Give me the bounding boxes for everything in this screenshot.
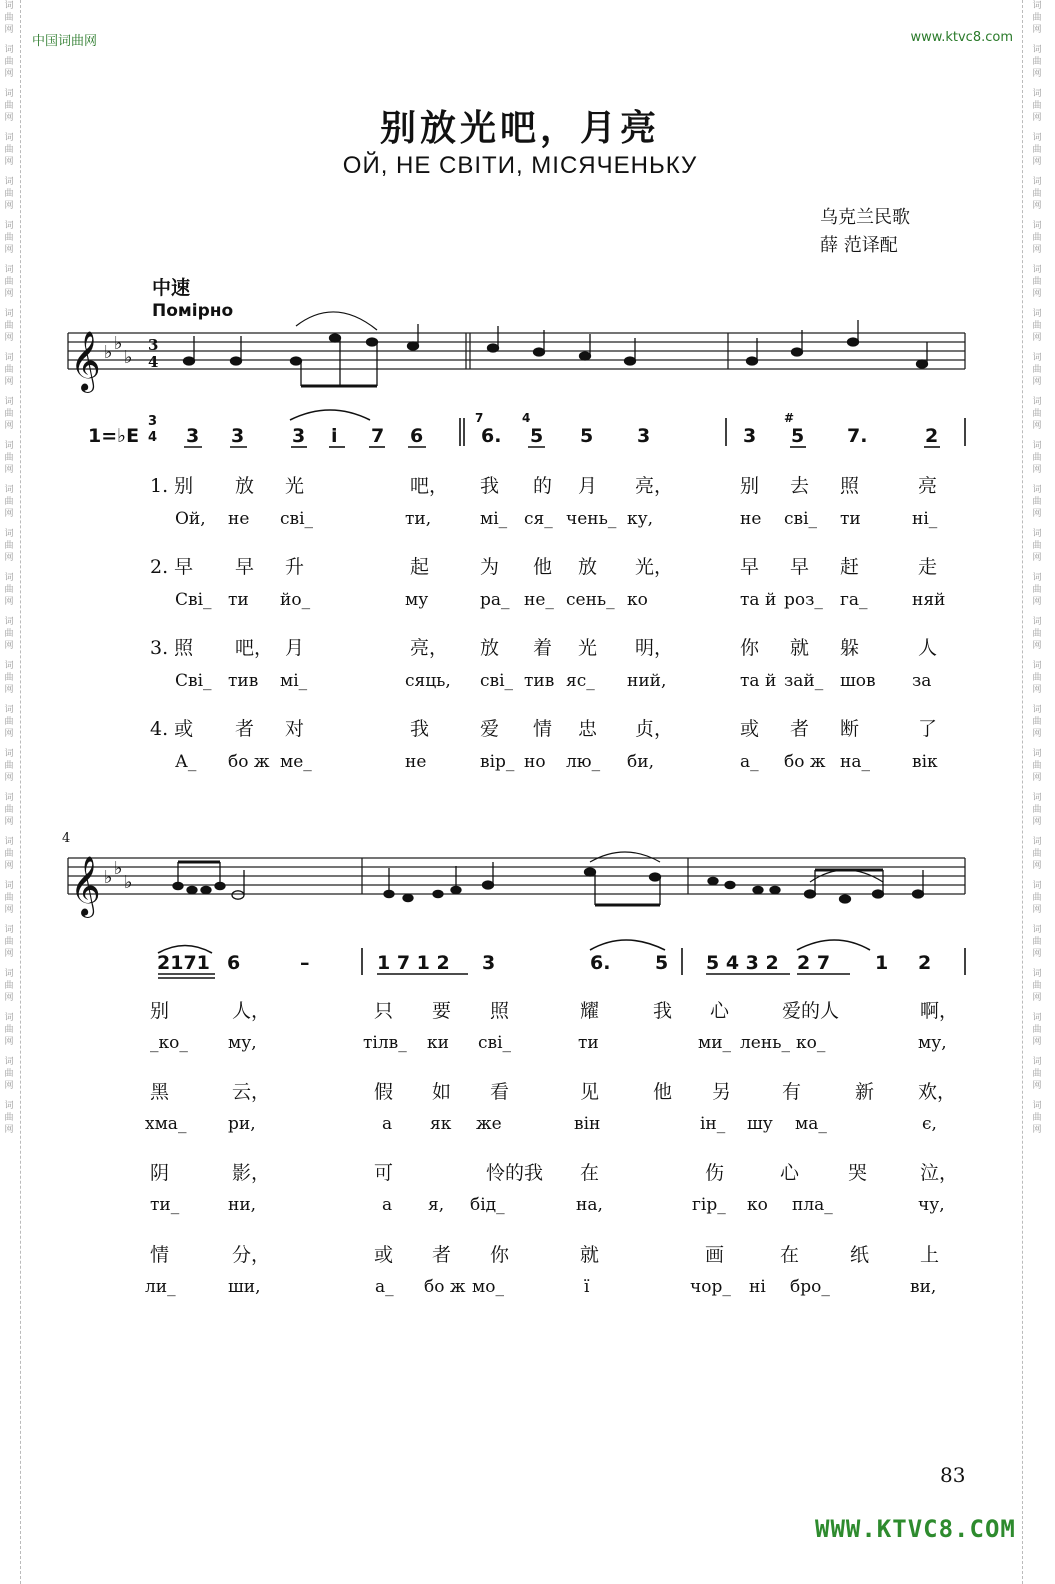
jianpu-note: 2 7 (797, 952, 831, 974)
lyric-ukrainian: сві_ (480, 671, 514, 691)
lyric-chinese: 为 (480, 556, 500, 578)
watermark-text: 词 曲 网 (4, 45, 14, 79)
lyric-ukrainian: сяць, (405, 671, 451, 691)
title-ukrainian: ОЙ, НЕ СВІТИ, МІСЯЧЕНЬКУ (342, 152, 698, 179)
lyric-ukrainian: є, (922, 1114, 937, 1134)
footer-logo[interactable]: WWW.KTVC8.COM (815, 1515, 1016, 1543)
lyric-ukrainian: же (476, 1114, 502, 1134)
jianpu-note: i (331, 425, 338, 447)
lyric-chinese: 4. 或 (150, 718, 194, 740)
jianpu-note: 5 (580, 425, 594, 447)
lyric-ukrainian: Сві_ (175, 671, 212, 691)
lyric-chinese: 他 (653, 1081, 673, 1103)
lyric-chinese: 另 (712, 1081, 732, 1103)
lyric-ukrainian: ме_ (280, 752, 312, 772)
lyric-chinese: 欢， (918, 1081, 957, 1103)
lyric-ukrainian: ра_ (480, 590, 510, 610)
watermark-text: 词 曲 网 (4, 397, 14, 431)
watermark-text: 词 曲 网 (1032, 1057, 1042, 1091)
lyric-ukrainian: бо ж (784, 752, 826, 772)
lyric-ukrainian: ти (840, 509, 861, 529)
lyric-ukrainian: тив (524, 671, 555, 691)
lyric-chinese: 人 (918, 637, 938, 659)
watermark-text: 词 曲 网 (1032, 177, 1042, 211)
jianpu-note: 3 (482, 952, 496, 974)
watermark-text: 词 曲 网 (1032, 749, 1042, 783)
tempo-ukrainian: Помірно (152, 301, 234, 321)
lyric-ukrainian: мі_ (480, 509, 508, 529)
lyric-ukrainian: ри, (228, 1114, 256, 1134)
lyric-chinese: 或 (374, 1244, 394, 1266)
lyric-ukrainian: ли_ (145, 1277, 176, 1297)
lyric-chinese: 去 (790, 475, 810, 497)
lyric-ukrainian: не (228, 509, 250, 529)
lyric-ukrainian: ма_ (795, 1114, 827, 1134)
lyric-chinese: 爱 (480, 718, 500, 740)
svg-text:𝄞: 𝄞 (70, 856, 101, 916)
measure-number: 4 (62, 831, 71, 846)
lyric-chinese: 心 (780, 1162, 800, 1184)
lyric-chinese: 明， (635, 637, 674, 659)
page-number: 83 (940, 1463, 966, 1487)
watermark-text: 词 曲 网 (4, 1013, 14, 1047)
lyric-ukrainian: ти (228, 590, 249, 610)
lyric-chinese: 3. 照 (150, 637, 194, 659)
lyric-ukrainian: мі_ (280, 671, 308, 691)
lyric-ukrainian: сень_ (566, 590, 615, 610)
watermark-text: 词 曲 网 (4, 881, 14, 915)
lyric-chinese: 的 (533, 475, 553, 497)
lyric-ukrainian: А_ (175, 752, 197, 772)
watermark-text: 词 曲 网 (1032, 1, 1042, 35)
lyric-ukrainian: на, (576, 1195, 603, 1215)
lyric-chinese: 起 (410, 556, 430, 578)
lyric-ukrainian: Ой, (175, 509, 206, 529)
watermark-text: 词 曲 网 (4, 177, 14, 211)
jianpu-note: 5 (655, 952, 669, 974)
lyric-ukrainian: сві_ (280, 509, 314, 529)
lyric-ukrainian: ви, (910, 1277, 937, 1297)
lyric-ukrainian: мо_ (472, 1277, 504, 1297)
svg-text:4: 4 (148, 353, 159, 371)
lyric-ukrainian: чор_ (690, 1277, 731, 1297)
watermark-text: 词 曲 网 (4, 793, 14, 827)
svg-text:♭: ♭ (104, 342, 113, 363)
watermark-text: 词 曲 网 (4, 221, 14, 255)
watermark-text: 词 曲 网 (4, 353, 14, 387)
lyric-ukrainian: ї (584, 1277, 590, 1297)
time-signature-top: 3 (148, 414, 158, 429)
lyric-ukrainian: зай_ (784, 671, 824, 691)
lyric-chinese: 早 (235, 556, 255, 578)
lyric-chinese: 升 (285, 556, 305, 578)
lyric-chinese: 者 (432, 1244, 452, 1266)
lyric-chinese: 放 (235, 475, 255, 497)
lyric-chinese: 看 (490, 1081, 510, 1103)
lyric-chinese: 忠 (578, 718, 598, 740)
svg-text:♭: ♭ (114, 858, 123, 879)
lyric-chinese: 你 (490, 1244, 510, 1266)
lyric-chinese: 放 (578, 556, 598, 578)
lyric-chinese: 泣， (920, 1162, 959, 1184)
lyric-ukrainian: ти (578, 1033, 599, 1053)
lyric-chinese: 怜的我 (486, 1162, 544, 1184)
lyric-ukrainian: бо ж (228, 752, 270, 772)
site-url[interactable]: www.ktvc8.com (910, 30, 1013, 45)
jianpu-note: 5 (791, 425, 805, 447)
lyric-chinese: 就 (790, 637, 810, 659)
lyric-ukrainian: няй (912, 590, 946, 610)
watermark-text: 词 曲 网 (1032, 221, 1042, 255)
lyric-chinese: 亮， (635, 475, 674, 497)
watermark-text: 词 曲 网 (4, 485, 14, 519)
lyric-chinese: 月 (578, 475, 598, 497)
watermark-text: 词 曲 网 (1032, 573, 1042, 607)
svg-text:3: 3 (148, 336, 159, 354)
jianpu-note: 5 (530, 425, 544, 447)
jianpu-note: 3 (186, 425, 200, 447)
watermark-text: 词 曲 网 (1032, 309, 1042, 343)
lyric-ukrainian: а (382, 1114, 393, 1134)
lyric-chinese: 可 (374, 1162, 394, 1184)
jianpu-note: 6 (410, 425, 424, 447)
lyric-ukrainian: би, (627, 752, 654, 772)
watermark-text: 词 曲 网 (1032, 397, 1042, 431)
lyric-ukrainian: не (740, 509, 762, 529)
jianpu-note: 6. (590, 952, 611, 974)
watermark-text: 词 曲 网 (1032, 353, 1042, 387)
lyric-ukrainian: ний, (627, 671, 667, 691)
watermark-text: 词 曲 网 (4, 89, 14, 123)
lyric-ukrainian: на_ (840, 752, 870, 772)
jianpu-note: – (300, 952, 310, 974)
lyric-chinese: 别 (150, 1000, 170, 1022)
svg-text:♭: ♭ (124, 347, 133, 368)
lyric-ukrainian: лень_ (740, 1033, 790, 1053)
site-name-cn[interactable]: 中国词曲网 (32, 34, 98, 49)
jianpu-note: 6. (481, 425, 502, 447)
lyric-ukrainian: тив (228, 671, 259, 691)
lyric-chinese: 贞， (635, 718, 674, 740)
lyric-chinese: 我 (410, 718, 430, 740)
watermark-text: 词 曲 网 (1032, 925, 1042, 959)
watermark-text: 词 曲 网 (1032, 837, 1042, 871)
lyric-chinese: 阴 (150, 1162, 170, 1184)
lyric-ukrainian: бід_ (470, 1195, 505, 1215)
lyric-chinese: 了 (918, 718, 938, 740)
lyric-chinese: 就 (580, 1244, 600, 1266)
lyric-ukrainian: ку, (627, 509, 654, 529)
watermark-text: 词 曲 网 (4, 133, 14, 167)
svg-text:♭: ♭ (124, 872, 133, 893)
svg-text:♭: ♭ (114, 333, 123, 354)
lyric-chinese: 2. 早 (150, 556, 194, 578)
lyric-chinese: 影， (232, 1162, 271, 1184)
lyric-ukrainian: тілв_ (363, 1033, 407, 1053)
lyric-chinese: 走 (918, 556, 938, 578)
lyric-chinese: 伤 (705, 1162, 725, 1184)
lyric-chinese: 早 (740, 556, 760, 578)
lyric-ukrainian: бро_ (790, 1277, 830, 1297)
lyric-chinese: 对 (285, 718, 305, 740)
lyric-ukrainian: за (912, 671, 932, 691)
watermark-text: 词 曲 网 (1032, 133, 1042, 167)
lyric-ukrainian: му (405, 590, 429, 610)
lyric-ukrainian: ко (627, 590, 648, 610)
lyric-ukrainian: му, (918, 1033, 947, 1053)
lyric-chinese: 他 (533, 556, 553, 578)
lyric-chinese: 光， (635, 556, 674, 578)
lyric-ukrainian: чу, (918, 1195, 945, 1215)
lyric-chinese: 假 (374, 1081, 394, 1103)
jianpu-note: 2171 (157, 952, 210, 974)
title-chinese: 别放光吧，月亮 (379, 107, 660, 149)
lyric-ukrainian: ко (747, 1195, 768, 1215)
lyric-chinese: 我 (480, 475, 500, 497)
lyric-ukrainian: ми_ (698, 1033, 732, 1053)
lyric-chinese: 爱的人 (782, 1000, 840, 1022)
watermark-text: 词 曲 网 (4, 441, 14, 475)
lyric-chinese: 吧， (410, 475, 449, 497)
lyric-chinese: 我 (653, 1000, 673, 1022)
lyric-chinese: 着 (533, 637, 553, 659)
watermark-text: 词 曲 网 (1032, 441, 1042, 475)
lyric-chinese: 要 (432, 1000, 452, 1022)
watermark-text: 词 曲 网 (1032, 485, 1042, 519)
watermark-text: 词 曲 网 (1032, 45, 1042, 79)
lyric-ukrainian: яс_ (566, 671, 595, 691)
lyric-chinese: 月 (285, 637, 305, 659)
watermark-text: 词 曲 网 (4, 925, 14, 959)
lyric-ukrainian: ні (749, 1277, 766, 1297)
watermark-text: 词 曲 网 (4, 309, 14, 343)
lyric-ukrainian: но (524, 752, 546, 772)
lyric-chinese: 啊， (920, 1000, 959, 1022)
watermark-text: 词 曲 网 (4, 617, 14, 651)
lyric-chinese: 光 (578, 637, 598, 659)
jianpu-note: 3 (231, 425, 245, 447)
watermark-text: 词 曲 网 (1032, 529, 1042, 563)
lyric-chinese: 云， (232, 1081, 271, 1103)
lyric-ukrainian: не_ (524, 590, 554, 610)
jianpu-note: 2 (918, 952, 932, 974)
lyric-chinese: 吧， (235, 637, 274, 659)
watermark-text: 词 曲 网 (1032, 1013, 1042, 1047)
watermark-text: 词 曲 网 (4, 573, 14, 607)
lyric-ukrainian: му, (228, 1033, 257, 1053)
lyric-chinese: 耀 (580, 1000, 600, 1022)
lyric-ukrainian: сві_ (784, 509, 818, 529)
grace-note: 4 (522, 411, 531, 425)
lyric-chinese: 人， (232, 1000, 271, 1022)
lyric-chinese: 如 (432, 1081, 452, 1103)
grace-note: # (784, 411, 795, 425)
lyric-ukrainian: чень_ (566, 509, 617, 529)
jianpu-note: 3 (292, 425, 306, 447)
lyric-chinese: 放 (480, 637, 500, 659)
jianpu-note: 7. (847, 425, 868, 447)
lyric-ukrainian: та й (740, 590, 777, 610)
lyric-ukrainian: шу (747, 1114, 773, 1134)
lyric-chinese: 赶 (840, 556, 860, 578)
lyric-ukrainian: роз_ (784, 590, 823, 610)
lyric-ukrainian: _ко_ (150, 1033, 188, 1053)
lyric-ukrainian: пла_ (792, 1195, 833, 1215)
lyric-ukrainian: як (430, 1114, 452, 1134)
jianpu-note: 2 (925, 425, 939, 447)
tempo-chinese: 中速 (152, 277, 191, 299)
jianpu-note: 3 (743, 425, 757, 447)
lyric-chinese: 分， (232, 1244, 271, 1266)
watermark-text: 词 曲 网 (1032, 89, 1042, 123)
lyric-chinese: 别 (740, 475, 760, 497)
lyric-chinese: 心 (710, 1000, 730, 1022)
lyric-chinese: 亮 (918, 475, 938, 497)
lyric-ukrainian: гір_ (692, 1195, 726, 1215)
jianpu-note: 1 (875, 952, 889, 974)
lyric-ukrainian: йо_ (280, 590, 311, 610)
watermark-text: 词 曲 网 (4, 1, 14, 35)
lyric-chinese: 亮， (410, 637, 449, 659)
watermark-text: 词 曲 网 (1032, 617, 1042, 651)
lyric-chinese: 新 (855, 1081, 875, 1103)
lyric-ukrainian: бо ж (424, 1277, 466, 1297)
lyric-chinese: 情 (533, 718, 553, 740)
lyric-chinese: 你 (740, 637, 760, 659)
watermark-text: 词 曲 网 (4, 705, 14, 739)
lyric-chinese: 早 (790, 556, 810, 578)
watermark-text: 词 曲 网 (1032, 881, 1042, 915)
lyric-chinese: 在 (580, 1162, 600, 1184)
jianpu-note: 3 (637, 425, 651, 447)
jianpu-note: 5 4 3 2 (706, 952, 779, 974)
lyric-chinese: 在 (780, 1244, 800, 1266)
watermark-text: 词 曲 网 (4, 1101, 14, 1135)
lyric-ukrainian: ти, (405, 509, 432, 529)
jianpu-note: 6 (227, 952, 241, 974)
lyric-ukrainian: а_ (740, 752, 759, 772)
lyric-ukrainian: ся_ (524, 509, 553, 529)
watermark-text: 词 曲 网 (4, 749, 14, 783)
key-signature: 1=♭E (88, 425, 140, 447)
watermark-text: 词 曲 网 (1032, 793, 1042, 827)
watermark-text: 词 曲 网 (1032, 1101, 1042, 1135)
lyric-ukrainian: а (382, 1195, 393, 1215)
lyric-ukrainian: сві_ (478, 1033, 512, 1053)
lyric-chinese: 躲 (840, 637, 860, 659)
watermark-text: 词 曲 网 (4, 661, 14, 695)
lyric-ukrainian: ки (427, 1033, 449, 1053)
lyric-chinese: 哭 (848, 1162, 868, 1184)
lyric-ukrainian: ни, (228, 1195, 257, 1215)
lyric-ukrainian: хма_ (145, 1114, 187, 1134)
lyric-ukrainian: ти_ (150, 1195, 180, 1215)
lyric-ukrainian: він (574, 1114, 601, 1134)
lyric-ukrainian: я, (428, 1195, 445, 1215)
svg-text:♭: ♭ (104, 867, 113, 888)
lyric-ukrainian: ні_ (912, 509, 938, 529)
lyric-chinese: 者 (790, 718, 810, 740)
lyric-ukrainian: га_ (840, 590, 868, 610)
lyric-chinese: 者 (235, 718, 255, 740)
lyric-chinese: 照 (840, 475, 860, 497)
jianpu-note: 1 7 1 2 (377, 952, 450, 974)
lyric-ukrainian: лю_ (566, 752, 601, 772)
lyric-ukrainian: та й (740, 671, 777, 691)
lyric-chinese: 或 (740, 718, 760, 740)
lyric-chinese: 黑 (150, 1081, 170, 1103)
watermark-text: 词 曲 网 (1032, 969, 1042, 1003)
lyric-chinese: 情 (150, 1244, 170, 1266)
grace-note: 7 (475, 411, 484, 425)
lyric-chinese: 有 (782, 1081, 802, 1103)
watermark-text: 词 曲 网 (4, 529, 14, 563)
lyric-ukrainian: шов (840, 671, 876, 691)
lyric-chinese: 画 (705, 1244, 725, 1266)
watermark-text: 词 曲 网 (1032, 265, 1042, 299)
lyric-chinese: 照 (490, 1000, 510, 1022)
watermark-text: 词 曲 网 (4, 837, 14, 871)
lyric-ukrainian: Сві_ (175, 590, 212, 610)
lyric-chinese: 见 (580, 1081, 600, 1103)
watermark-text: 词 曲 网 (1032, 661, 1042, 695)
lyric-chinese: 1. 别 (150, 475, 194, 497)
lyric-chinese: 断 (840, 718, 860, 740)
watermark-text: 词 曲 网 (4, 969, 14, 1003)
lyric-ukrainian: а_ (375, 1277, 394, 1297)
credit-origin: 乌克兰民歌 (820, 207, 910, 228)
lyric-chinese: 光 (285, 475, 305, 497)
time-signature-bottom: 4 (148, 430, 158, 445)
lyric-chinese: 纸 (850, 1244, 870, 1266)
lyric-ukrainian: вір_ (480, 752, 515, 772)
jianpu-note: 7 (371, 425, 385, 447)
watermark-text: 词 曲 网 (4, 265, 14, 299)
watermark-text: 词 曲 网 (4, 1057, 14, 1091)
watermark-text: 词 曲 网 (1032, 705, 1042, 739)
lyric-ukrainian: не (405, 752, 427, 772)
lyric-ukrainian: вік (912, 752, 938, 772)
lyric-chinese: 上 (920, 1244, 940, 1266)
lyric-ukrainian: ши, (228, 1277, 261, 1297)
svg-text:𝄞: 𝄞 (70, 331, 101, 391)
lyric-ukrainian: ін_ (700, 1114, 726, 1134)
lyric-chinese: 只 (374, 1000, 394, 1022)
lyric-ukrainian: ко_ (796, 1033, 826, 1053)
credit-translator: 薛 范译配 (820, 235, 898, 256)
